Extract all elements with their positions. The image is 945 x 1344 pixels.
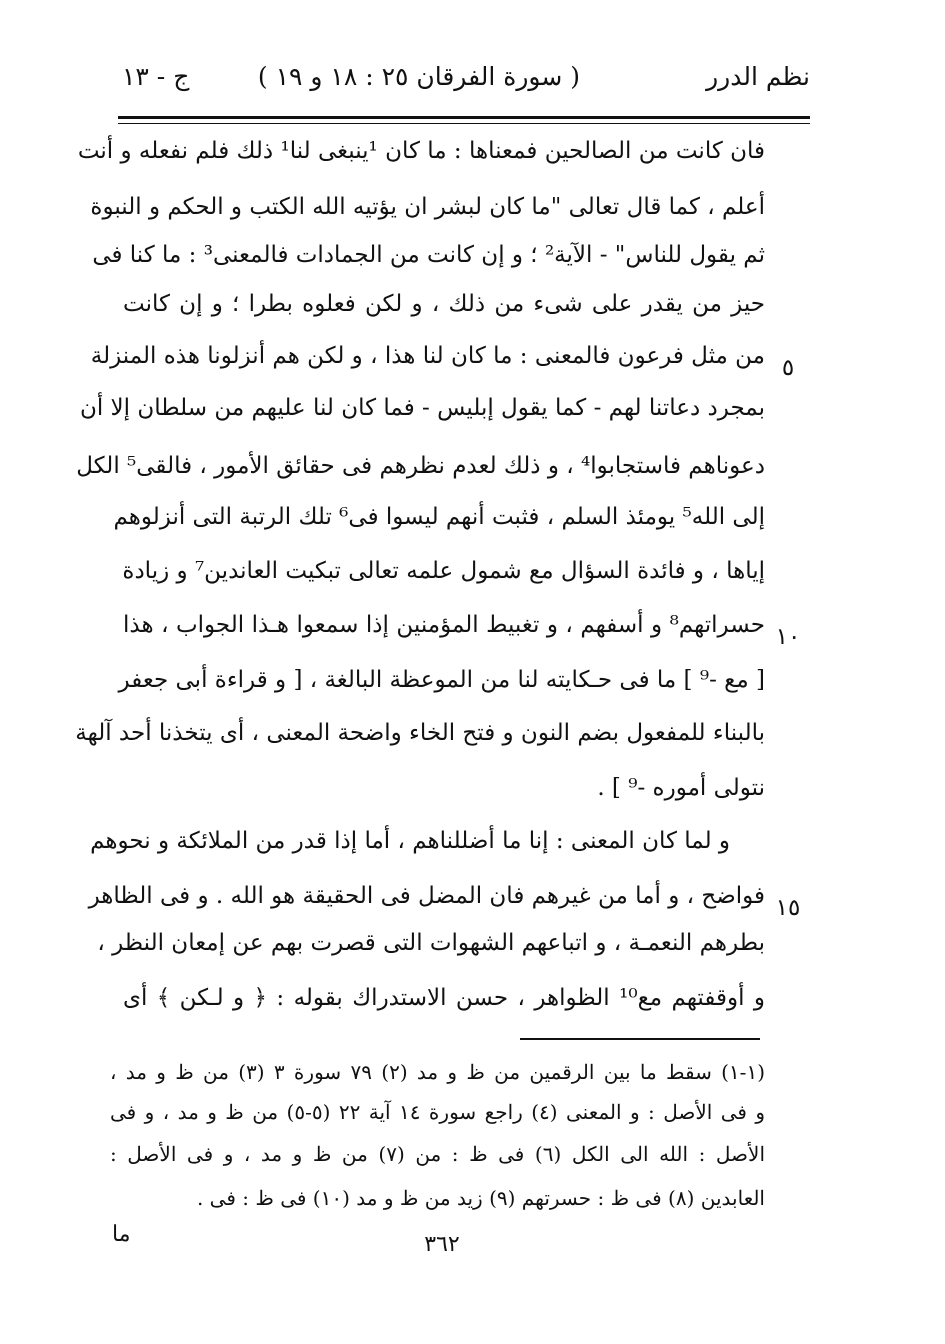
footnote-line-3: الأصل : الله الى الكل (٦) فى ظ : من (٧) من ظ و مد ، و فى الأصل : [110, 1142, 765, 1166]
header-rule-thin [118, 123, 810, 124]
page-number: ٣٦٢ [424, 1232, 460, 1257]
line-number-5: ٥ [781, 355, 795, 381]
footnote-line-2: و فى الأصل : و المعنى (٤) راجع سورة ١٤ آية ٢٢ (٥-٥) من ظ و مد ، و فى [110, 1100, 766, 1124]
text-line-10: حسراتهم⁸ و أسفهم ، و تغبيط المؤمنين إذا سمعوا هـذا الجواب ، هذا [123, 612, 765, 638]
surah-reference: ( سورة الفرقان ٢٥ : ١٨ و ١٩ ) [257, 62, 580, 91]
text-line-14: و لما كان المعنى : إنا ما أضللناهم ، أما إذا قدر من الملائكة و نحوهم [90, 828, 730, 854]
line-number-15: ١٥ [775, 895, 801, 921]
footnote-line-4: العابدين (٨) فى ظ : حسرتهم (٩) زيد من ظ و مد (١٠) فى ظ : فى . [196, 1186, 765, 1210]
catchword: ما [112, 1222, 131, 1247]
text-line-15: فواضح ، و أما من غيرهم فان المضل فى الحقيقة هو الله . و فى الظاهر [88, 883, 765, 909]
text-line-8: إلى الله⁵ يومئذ السلم ، فثبت أنهم ليسوا فى⁶ تلك الرتبة التى أنزلوهم [113, 504, 765, 530]
text-line-11: [ مع -⁹ ] ما فى حـكايته لنا من الموعظة البالغة ، [ و قراءة أبى جعفر [118, 667, 765, 693]
text-line-17: و أوقفتهم مع¹⁰ الظواهر ، حسن الاستدراك بقوله : ﴿ و لـكن ﴾ أى [123, 985, 766, 1011]
text-line-6: بمجرد دعاتنا لهم - كما يقول إبليس - فما كان لنا عليهم من سلطان إلا أن [79, 395, 765, 421]
footnote-rule [520, 1038, 760, 1040]
text-line-16: بطرهم النعمـة ، و اتباعهم الشهوات التى قصرت بهم عن إمعان النظر ، [97, 930, 765, 956]
header-rule-thick [118, 116, 810, 119]
text-line-1: فان كانت من الصالحين فمعناها : ما كان ¹ينبغى لنا¹ ذلك فلم نفعله و أنت [77, 138, 765, 164]
running-header [110, 62, 810, 102]
text-line-9: إياها ، و فائدة السؤال مع شمول علمه تعالى تبكيت العاندين⁷ و زيادة [122, 558, 765, 584]
text-line-4: حيز من يقدر على شىء من ذلك ، و لكن فعلوه بطرا ؛ و إن كانت [123, 291, 765, 317]
book-title: نظم الدرر [706, 62, 810, 91]
footnote-line-1: (١-١) سقط ما بين الرقمين من ظ و مد (٢) ٧٩ سورة ٣ (٣) من ظ و مد ، [110, 1060, 765, 1084]
line-number-10: ١٠ [775, 624, 801, 650]
part-number: ج - ١٣ [122, 62, 190, 91]
text-line-12: بالبناء للمفعول بضم النون و فتح الخاء واضحة المعنى ، أى يتخذنا أحد آلهة [75, 720, 765, 746]
text-line-3: ثم يقول للناس" - الآية² ؛ و إن كانت من الجمادات فالمعنى³ : ما كنا فى [92, 242, 765, 268]
text-line-13: نتولى أموره -⁹ ] . [597, 775, 765, 801]
text-line-5: من مثل فرعون فالمعنى : ما كان لنا هذا ، و لكن هم أنزلونا هذه المنزلة [90, 343, 765, 369]
text-line-7: دعوناهم فاستجابوا⁴ ، و ذلك لعدم نظرهم فى حقائق الأمور ، فالقى⁵ الكل [76, 453, 765, 479]
text-line-2: أعلم ، كما قال تعالى "ما كان لبشر ان يؤتيه الله الكتب و الحكم و النبوة [90, 194, 765, 220]
